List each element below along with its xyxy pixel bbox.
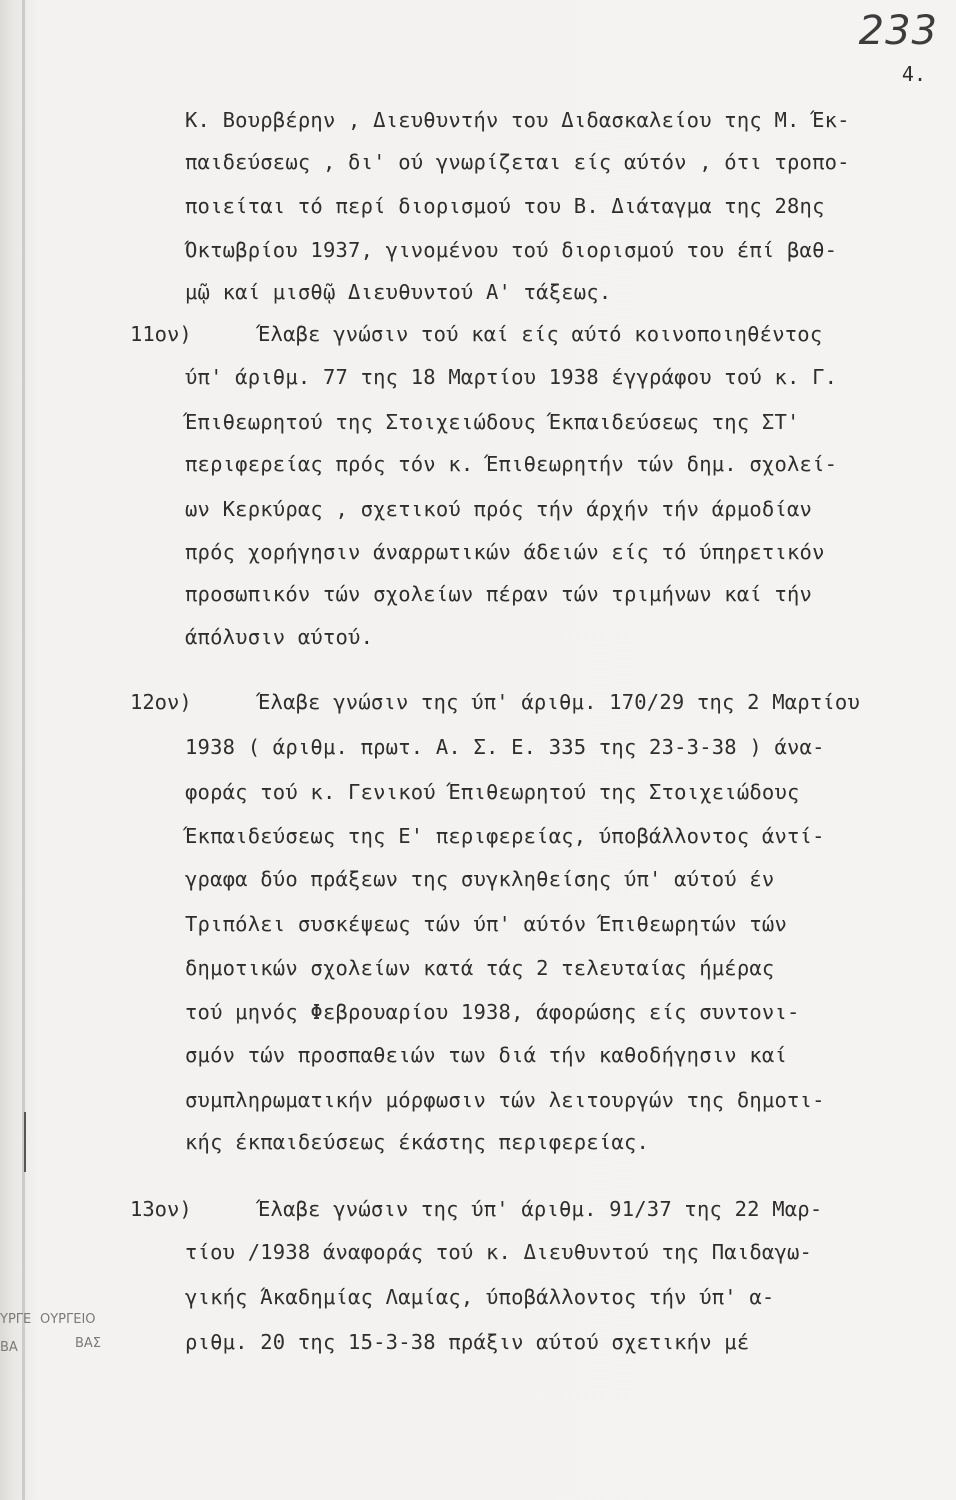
text-line: συμπληρωματικήν μόρφωσιν τών λειτουργών της δημοτι- [185, 1088, 825, 1112]
text-line: δημοτικών σχολείων κατά τάς 2 τελευταίας ήμέρας [185, 956, 775, 980]
text-line: μῷ καί μισθῷ Διευθυντού Α' τάξεως. [185, 280, 612, 304]
text-line: ων Κερκύρας , σχετικού πρός τήν άρχήν τήν άρμοδίαν [185, 497, 813, 521]
text-line: φοράς τού κ. Γενικού Έπιθεωρητού της Στοιχειώδους [185, 780, 800, 804]
margin-bracket [14, 1112, 26, 1172]
bleed-through-stamp: ΥΡΓΕ [0, 1312, 32, 1327]
bleed-through-stamp: ΒΑΣ [75, 1336, 102, 1351]
text-line: γραφα δύο πράξεων της συγκληθείσης ύπ' αύτού έν [185, 867, 775, 891]
text-line: παιδεύσεως , δι' ού γνωρίζεται είς αύτόν , ότι τροπο- [185, 150, 850, 174]
text-line: 1938 ( άριθμ. πρωτ. Α. Σ. Ε. 335 της 23-3-38 ) άνα- [185, 735, 825, 759]
text-line: προσωπικόν τών σχολείων πέραν τών τριμήνων καί τήν [185, 582, 813, 606]
text-line: Όκτωβρίου 1937, γινομένου τού διορισμού του έπί βαθ- [185, 238, 838, 262]
page-number: 4. [901, 62, 926, 86]
bleed-through-stamp: ΒΑ [0, 1340, 18, 1355]
item-label-13: 13ον) [130, 1197, 192, 1221]
text-line: πρός χορήγησιν άναρρωτικών άδειών είς τό ύπηρετικόν [185, 540, 825, 564]
text-line: ριθμ. 20 της 15-3-38 πράξιν αύτού σχετικήν μέ [185, 1330, 750, 1354]
text-line: Έκπαιδεύσεως της Ε' περιφερείας, ύποβάλλοντος άντί- [185, 824, 825, 848]
text-line: Κ. Βουρβέρην , Διευθυντήν του Διδασκαλείου της Μ. Έκ- [185, 108, 850, 132]
archive-number: 233 [858, 8, 938, 54]
text-line: περιφερείας πρός τόν κ. Έπιθεωρητήν τών δημ. σχολεί- [185, 452, 838, 476]
text-line: τού μηνός Φεβρουαρίου 1938, άφορώσης είς συντονι- [185, 1000, 800, 1024]
text-line: Τριπόλει συσκέψεως τών ύπ' αύτόν Έπιθεωρητών τών [185, 912, 788, 936]
text-line: κής έκπαιδεύσεως έκάστης περιφερείας. [185, 1130, 650, 1154]
text-line: ύπ' άριθμ. 77 της 18 Μαρτίου 1938 έγγράφου τού κ. Γ. [185, 365, 838, 389]
text-line: γικής Άκαδημίας Λαμίας, ύποβάλλοντος τήν ύπ' α- [185, 1285, 775, 1309]
text-line: Έλαβε γνώσιν της ύπ' άριθμ. 170/29 της 2 Μαρτίου [258, 690, 861, 714]
text-line: Έλαβε γνώσιν της ύπ' άριθμ. 91/37 της 22 Μαρ- [258, 1197, 823, 1221]
item-label-11: 11ον) [130, 322, 192, 346]
binding-edge [22, 0, 25, 1500]
text-line: Έλαβε γνώσιν τού καί είς αύτό κοινοποιηθέντος [258, 322, 823, 346]
text-line: άπόλυσιν αύτού. [185, 625, 374, 649]
text-line: ποιείται τό περί διορισμού του Β. Διάταγμα της 28ης [185, 194, 825, 218]
text-line: σμόν τών προσπαθειών των διά τήν καθοδήγησιν καί [185, 1043, 788, 1067]
item-label-12: 12ον) [130, 690, 192, 714]
text-line: τίου /1938 άναφοράς τού κ. Διευθυντού της Παιδαγω- [185, 1240, 813, 1264]
text-line: Έπιθεωρητού της Στοιχειώδους Έκπαιδεύσεως της ΣΤ' [185, 410, 800, 434]
bleed-through-stamp: ΟΥΡΓΕΙΟ [40, 1312, 96, 1327]
